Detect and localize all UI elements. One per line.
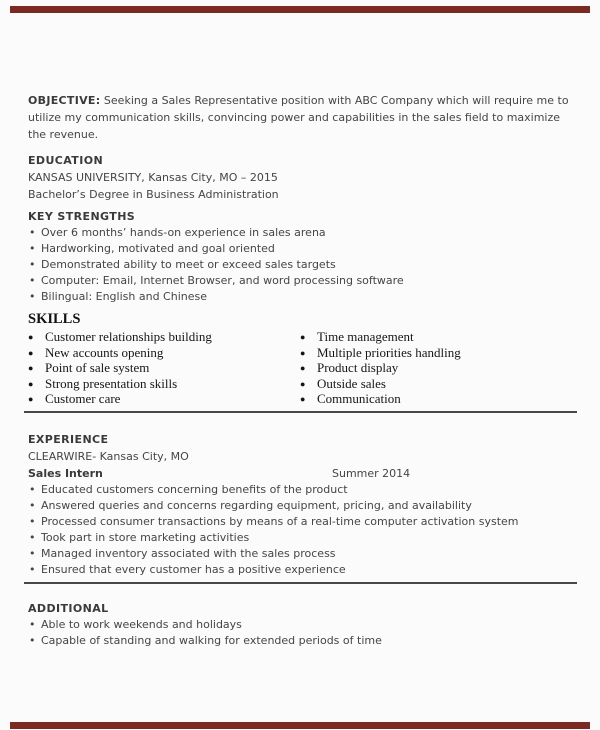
bottom-border-bar: [10, 722, 590, 729]
experience-job-row: [28, 465, 576, 482]
key-strength-item: • Computer: Email, Internet Browser, and word processing software: [28, 273, 576, 289]
experience-company-line: CLEARWIRE- Kansas City, MO: [28, 449, 189, 463]
skills-section: [28, 310, 576, 407]
skill-item: ● Point of sale system: [28, 360, 300, 376]
education-degree-line: Bachelor’s Degree in Business Administration: [28, 188, 279, 201]
experience-item: • Answered queries and concerns regarding equipment, pricing, and availability: [28, 498, 576, 514]
skills-list-left: [28, 329, 300, 407]
skills-heading: SKILLS: [28, 311, 81, 327]
objective-text: Seeking a Sales Representative position with ABC Company which will require me to utilize my communication skills, convincing power and capabilities in the sales field to maximize the revenue.: [28, 94, 569, 141]
skill-item: ● Time management: [300, 329, 550, 345]
key-strength-item: • Over 6 months’ hands-on experience in sales arena: [28, 225, 576, 241]
key-strengths-heading: KEY STRENGTHS: [28, 210, 136, 223]
skills-column-right: [300, 329, 550, 407]
skill-item: ● Customer relationships building: [28, 329, 300, 345]
skills-column-left: [28, 329, 300, 407]
key-strengths-list: [28, 225, 576, 305]
skills-columns: [28, 329, 576, 407]
skill-item: ● Outside sales: [300, 376, 550, 392]
skill-item: ● New accounts opening: [28, 345, 300, 361]
experience-item: • Took part in store marketing activities: [28, 530, 576, 546]
skill-item: ● Strong presentation skills: [28, 376, 300, 392]
key-strength-item: • Demonstrated ability to meet or exceed sales targets: [28, 257, 576, 273]
experience-section: [28, 431, 576, 578]
experience-item: • Educated customers concerning benefits of the product: [28, 482, 576, 498]
education-heading: EDUCATION: [28, 154, 104, 167]
experience-item: • Processed consumer transactions by means of a real-time computer activation system: [28, 514, 576, 530]
section-divider-additional: [24, 582, 577, 584]
top-border-bar: [10, 6, 590, 13]
additional-heading: ADDITIONAL: [28, 601, 109, 615]
key-strengths-section: [28, 208, 576, 305]
key-strength-item: • Bilingual: English and Chinese: [28, 289, 576, 305]
key-strength-item: • Hardworking, motivated and goal oriented: [28, 241, 576, 257]
experience-item: • Managed inventory associated with the sales process: [28, 546, 576, 562]
additional-item: • Able to work weekends and holidays: [28, 617, 576, 633]
skills-list-right: [300, 329, 550, 407]
experience-item: • Ensured that every customer has a positive experience: [28, 562, 576, 578]
experience-date: Summer 2014: [332, 466, 411, 480]
objective-label: OBJECTIVE:: [28, 94, 101, 107]
skill-item: ● Product display: [300, 360, 550, 376]
additional-item: • Capable of standing and walking for extended periods of time: [28, 633, 576, 649]
section-divider-experience: [24, 411, 577, 413]
skill-item: ● Customer care: [28, 391, 300, 407]
experience-heading: EXPERIENCE: [28, 432, 109, 446]
experience-list: [28, 482, 576, 578]
additional-section: [28, 600, 576, 649]
experience-job-title: Sales Intern: [28, 466, 103, 480]
additional-list: [28, 617, 576, 649]
education-school-line: KANSAS UNIVERSITY, Kansas City, MO – 2015: [28, 171, 278, 184]
education-section: [28, 152, 576, 203]
skill-item: ● Communication: [300, 391, 550, 407]
objective-paragraph: [28, 92, 576, 143]
skill-item: ● Multiple priorities handling: [300, 345, 550, 361]
